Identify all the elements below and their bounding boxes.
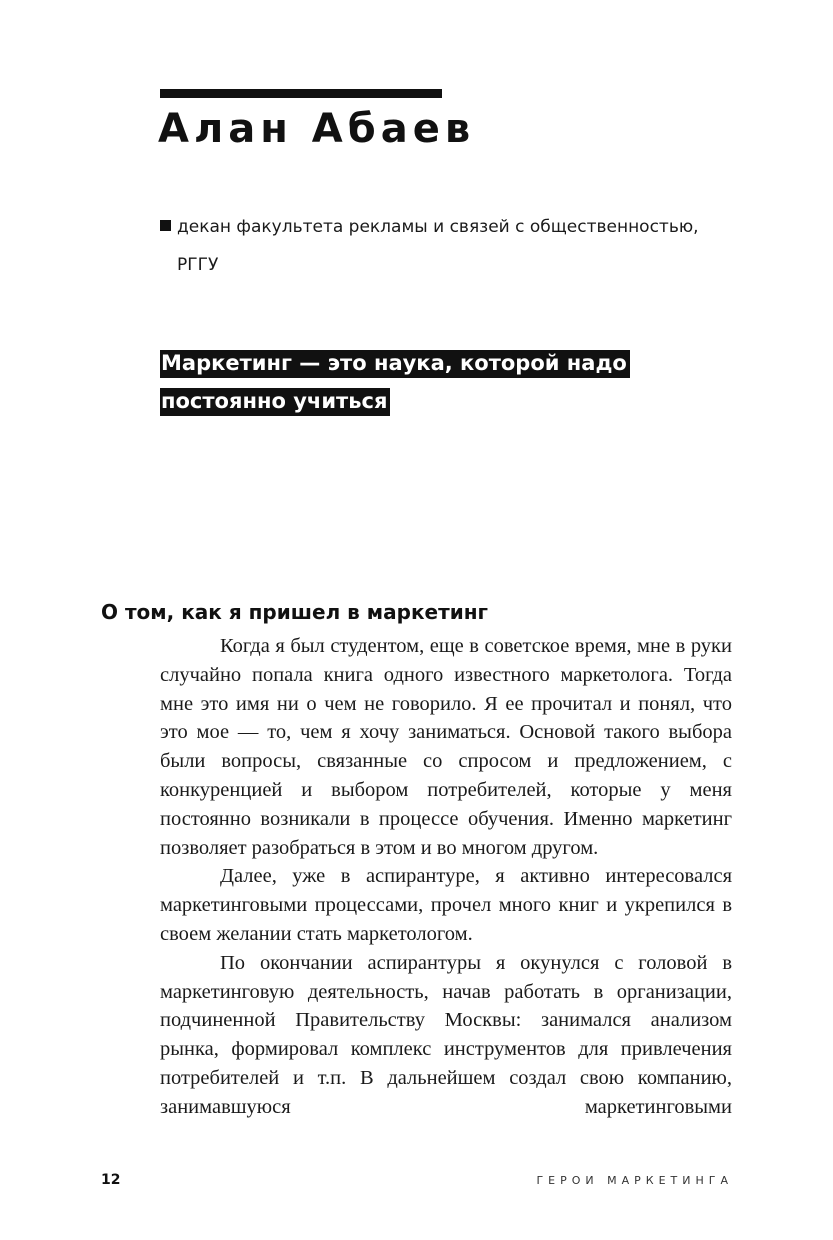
square-bullet-icon (160, 220, 171, 231)
quote-line-1: Маркетинг — это наука, которой надо (160, 350, 630, 378)
role-text: декан факультета рекламы и связей с общественностью, (177, 217, 699, 237)
organization: РГГУ (177, 255, 219, 275)
running-title: ГЕРОИ МАРКЕТИНГА (536, 1174, 733, 1187)
quote-line-2: постоянно учиться (160, 388, 390, 416)
top-rule (160, 89, 442, 98)
section-heading: О том, как я пришел в маркетинг (101, 600, 488, 624)
paragraph: По окончании аспирантуры я окунулся с головой в маркетинговую деятельность, начав работать в организации, подчиненной Правительству Москвы: занимался анализом рынка, формировал комплекс инструментов для привлечения потребителей и т.п. В дальнейшем создал свою компанию, занимавшуюся маркетинговыми (160, 951, 732, 1118)
author-role (160, 208, 720, 284)
paragraph: Когда я был студентом, еще в советское время, мне в руки случайно попала книга одного известного маркетолога. Тогда мне это имя ни о чем не говорило. Я ее прочитал и понял, что это мое — то, чем я хочу заниматься. Основой такого выбора были вопросы, связанные со спросом и предложением, с конкуренцией и выбором потребителей, которые у меня постоянно возникали в процессе обучения. Именно маркетинг позволяет разобраться в этом и во многом другом. (160, 635, 732, 859)
paragraph: Далее, уже в аспирантуре, я активно интересовался маркетинговыми процессами, прочел много книг и укрепился в своем желании стать маркетологом. (160, 865, 732, 945)
pull-quote (160, 344, 640, 420)
author-name: Алан Абаев (158, 106, 476, 152)
body-text (160, 632, 732, 1122)
page-number: 12 (101, 1172, 121, 1188)
